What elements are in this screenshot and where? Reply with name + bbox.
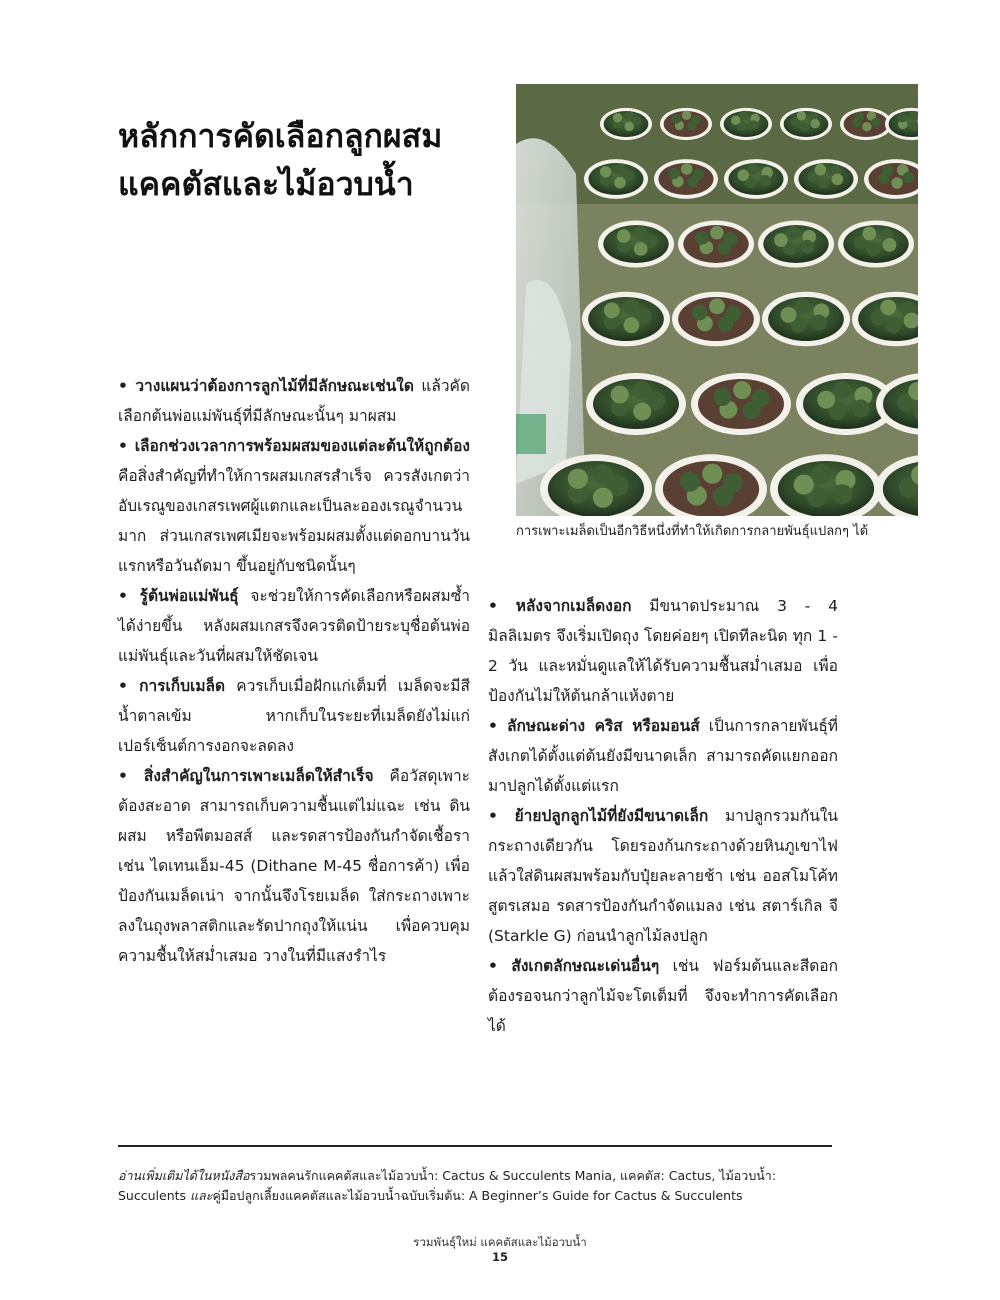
list-item [118, 671, 470, 761]
bullet-dot: • [488, 807, 498, 825]
bullet-text: เช่น ฟอร์มต้นและสีดอก ต้องรอจนกว่าลูกไม้จะโตเต็มที่ จึงจะทำการคัดเลือกได้ [488, 957, 838, 1035]
bullet-dot: • [118, 677, 128, 695]
bullet-dot: • [118, 437, 128, 455]
list-item [118, 761, 470, 971]
list-item [488, 711, 838, 801]
further-reading-note [118, 1166, 848, 1206]
bullet-text: เป็นการกลายพันธุ์ที่สังเกตได้ตั้งแต่ต้นยังมีขนาดเล็ก สามารถคัดแยกออกมาปลูกได้ตั้งแต่แรก [488, 717, 838, 795]
bullet-lead: สังเกตลักษณะเด่นอื่นๆ [511, 957, 660, 975]
further-reading-conjunction: และ [190, 1188, 213, 1203]
list-item [488, 951, 838, 1041]
further-reading-prefix: อ่านเพิ่มเติมได้ในหนังสือ [118, 1168, 250, 1183]
page-title [118, 112, 498, 208]
title-line-1: หลักการคัดเลือกลูกผสม [118, 117, 443, 155]
bullet-text: มาปลูกรวมกันในกระถางเดียวกัน โดยรองก้นกระถางด้วยหินภูเขาไฟ แล้วใส่ดินผสมพร้อมกับปุ๋ยละลายช้า เช่น ออสโมโค้ทสูตรเสมอ รดสารป้องกันกำจัดแมลง เช่น สตาร์เกิล จี (Starkle G) ก่อนนำลูกไม้ลงปลูก [488, 807, 838, 945]
right-column [488, 591, 838, 1041]
bullet-text: คือสิ่งสำคัญที่ทำให้การผสมเกสรสำเร็จ ควรสังเกตว่าอับเรณูของเกสรเพศผู้แตกและเป็นละอองเรณูจำนวนมาก ส่วนเกสรเพศเมียจะพร้อมผสมตั้งแต่ดอกบานวันแรกหรือวันถัดมา ขึ้นอยู่กับชนิดนั้นๆ [118, 467, 470, 575]
list-item [118, 371, 470, 431]
bullet-dot: • [118, 767, 128, 785]
bullet-dot: • [118, 587, 128, 605]
bullet-lead: หลังจากเมล็ดงอก [515, 597, 632, 615]
bullet-dot: • [118, 377, 128, 395]
bullet-lead: วางแผนว่าต้องการลูกไม้ที่มีลักษณะเช่นใด [135, 377, 414, 395]
photo-caption: การเพาะเมล็ดเป็นอีกวิธีหนึ่งที่ทำให้เกิดการกลายพันธุ์แปลกๆ ได้ [516, 524, 869, 539]
divider-rule [118, 1145, 832, 1147]
cactus-seedlings-illustration [516, 84, 918, 516]
bullet-lead: การเก็บเมล็ด [139, 677, 226, 695]
bullet-text: จะช่วยให้การคัดเลือกหรือผสมซ้ำได้ง่ายขึ้น หลังผสมเกสรจึงควรติดป้ายระบุชื่อต้นพ่อแม่พันธุ์และวันที่ผสมให้ชัดเจน [118, 587, 470, 665]
bullet-dot: • [488, 717, 498, 735]
further-reading-guide-title: คู่มือปลูกเลี้ยงแคคตัสและไม้อวบน้ำฉบับเริ่มต้น: A Beginner’s Guide for Cactus & Succulents [212, 1188, 743, 1203]
list-item [488, 591, 838, 711]
title-line-2: แคคตัสและไม้อวบน้ำ [118, 165, 414, 203]
list-item [118, 581, 470, 671]
bullet-lead: เลือกช่วงเวลาการพร้อมผสมของแต่ละต้นให้ถูกต้อง [134, 437, 470, 455]
page-number: 15 [491, 1250, 508, 1264]
list-item [118, 431, 470, 581]
bullet-dot: • [488, 597, 498, 615]
bullet-text: คือวัสดุเพาะต้องสะอาด สามารถเก็บความชื้นแต่ไม่แฉะ เช่น ดินผสม หรือพีตมอสส์ และรดสารป้องกันกำจัดเชื้อรา เช่น ไดเทนเอ็ม-45 (Dithane M-45 ชื่อการค้า) เพื่อป้องกันเมล็ดเน่า จากนั้นจึงโรยเมล็ด ใส่กระถางเพาะลงในถุงพลาสติกและรัดปากถุงให้แน่น เพื่อควบคุมความชื้นให้สม่ำเสมอ วางในที่มีแสงรำไร [118, 767, 470, 965]
bullet-lead: สิ่งสำคัญในการเพาะเมล็ดให้สำเร็จ [143, 767, 374, 785]
bullet-text: ควรเก็บเมื่อฝักแก่เต็มที่ เมล็ดจะมีสีน้ำตาลเข้ม หากเก็บในระยะที่เมล็ดยังไม่แก่ เปอร์เซ็นต์การงอกจะลดลง [118, 677, 470, 755]
running-footer-title: รวมพันธุ์ใหม่ แคคตัสและไม้อวบน้ำ [413, 1235, 587, 1249]
bullet-lead: รู้ต้นพ่อแม่พันธุ์ [139, 587, 239, 605]
bullet-dot: • [488, 957, 498, 975]
further-reading-titles: รวมพลคนรักแคคตัสและไม้อวบน้ำ: Cactus & Succulents Mania, แคคตัส: Cactus, ไม้อวบน้ำ: Succulents [118, 1168, 777, 1203]
cactus-seedlings-photo [516, 84, 918, 516]
left-column [118, 371, 470, 971]
bullet-text: มีขนาดประมาณ 3 - 4 มิลลิเมตร จึงเริ่มเปิดถุง โดยค่อยๆ เปิดทีละนิด ทุก 1 - 2 วัน และหมั่นดูแลให้ได้รับความชื้นสม่ำเสมอ เพื่อป้องกันไม่ให้ต้นกล้าแห้งตาย [488, 597, 838, 705]
bullet-lead: ย้ายปลูกลูกไม้ที่ยังมีขนาดเล็ก [514, 807, 709, 825]
list-item [488, 801, 838, 951]
bullet-lead: ลักษณะด่าง คริส หรือมอนส์ [506, 717, 700, 735]
bullet-text: แล้วคัดเลือกต้นพ่อแม่พันธุ์ที่มีลักษณะนั้นๆ มาผสม [118, 377, 470, 425]
